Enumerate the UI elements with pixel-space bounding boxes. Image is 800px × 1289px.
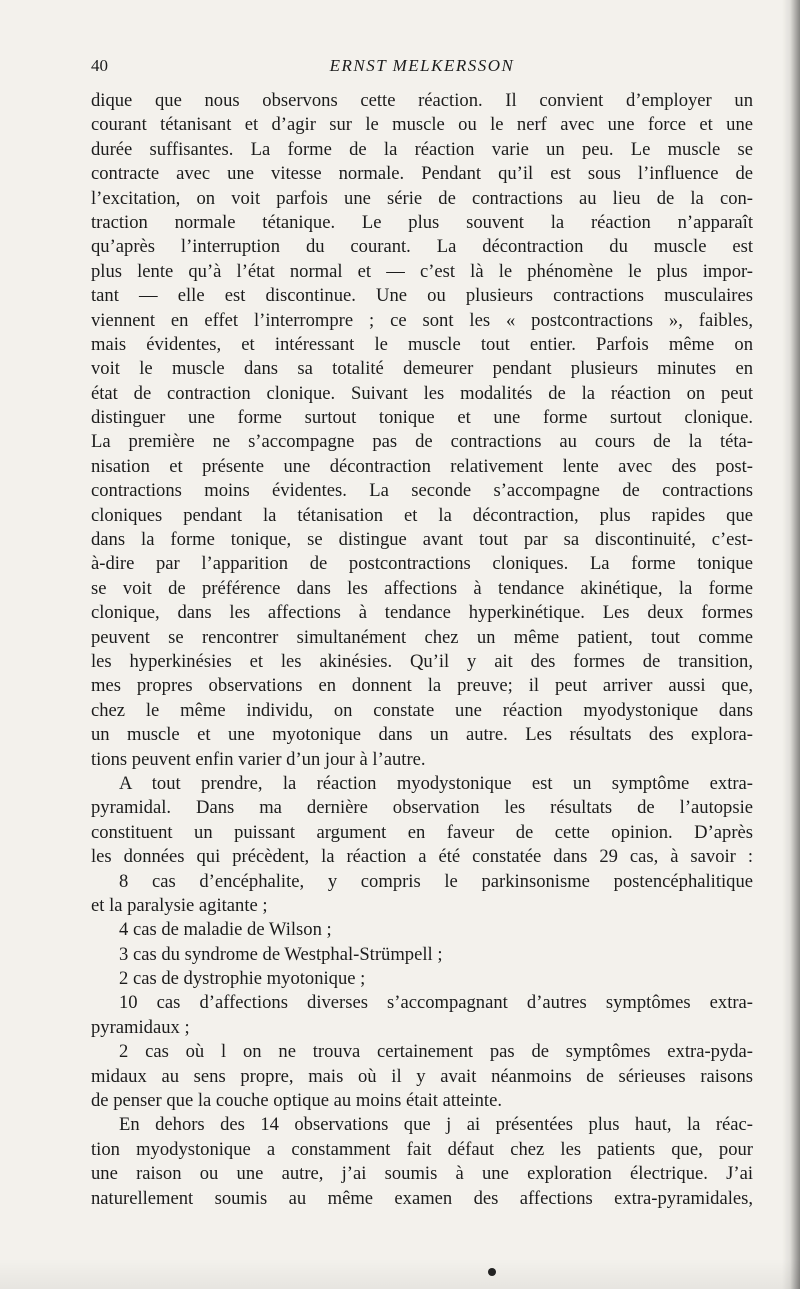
- text-line: 8 cas d’encéphalite, y compris le parkinsonisme postencéphalitique: [119, 870, 753, 892]
- text-line: tions peuvent enfin varier d’un jour à l’autre.: [91, 748, 426, 770]
- text-line: voit le muscle dans sa totalité demeurer pendant plusieurs minutes en: [91, 358, 753, 380]
- text-line: se voit de préférence dans les affections à tendance akinétique, la forme: [91, 577, 753, 599]
- text-line: pyramidaux ;: [91, 1016, 190, 1038]
- page-bottom-shade: [0, 1259, 800, 1289]
- page-edge-shadow: [782, 0, 800, 1289]
- text-line: La première ne s’accompagne pas de contractions au cours de la téta-: [91, 431, 753, 453]
- text-line: nisation et présente une décontraction relativement lente avec des post-: [91, 455, 753, 477]
- list-item: [91, 991, 753, 1040]
- text-line: mes propres observations en donnent la preuve; il peut arriver aussi que,: [91, 675, 753, 697]
- text-line: dans la forme tonique, se distingue avant tout par sa discontinuité, c’est-: [91, 529, 753, 551]
- running-head: ERNST MELKERSSON: [329, 56, 515, 75]
- text-line: un muscle et une myotonique dans un autre. Les résultats des explora-: [91, 724, 753, 746]
- text-line: 4 cas de maladie de Wilson ;: [119, 919, 332, 941]
- text-line: contractions moins évidentes. La seconde s’accompagne de contractions: [91, 480, 753, 502]
- text-line: contracte avec une vitesse normale. Pendant qu’il est sous l’influence de: [91, 163, 753, 185]
- text-line: traction normale tétanique. Le plus souvent la réaction n’apparaît: [91, 211, 753, 233]
- text-line: qu’après l’interruption du courant. La décontraction du muscle est: [91, 236, 753, 258]
- text-line: En dehors des 14 observations que j ai présentées plus haut, la réac-: [119, 1114, 753, 1136]
- list-item: [91, 967, 753, 991]
- list-item: [91, 870, 753, 919]
- text-line: distinguer une forme surtout tonique et une forme surtout clonique.: [91, 407, 753, 429]
- text-line: les hyperkinésies et les akinésies. Qu’il y ait des formes de transition,: [91, 650, 753, 672]
- paragraph: [91, 772, 753, 870]
- text-line: courant tétanisant et d’agir sur le muscle ou le nerf avec une force et une: [91, 114, 753, 136]
- text-line: A tout prendre, la réaction myodystonique est un symptôme extra-: [119, 772, 753, 794]
- text-line: mais évidentes, et intéressant le muscle tout entier. Parfois même on: [91, 333, 753, 355]
- text-line: de penser que la couche optique au moins était atteinte.: [91, 1090, 502, 1112]
- paragraph: [91, 89, 753, 772]
- ink-dot: [488, 1268, 496, 1276]
- list-item: [91, 1040, 753, 1113]
- list-item: [91, 943, 753, 967]
- text-line: état de contraction clonique. Suivant les modalités de la réaction on peut: [91, 382, 753, 404]
- text-line: et la paralysie agitante ;: [91, 894, 268, 916]
- text-line: 3 cas du syndrome de Westphal-Strümpell ;: [119, 943, 443, 965]
- text-line: clonique, dans les affections à tendance hyperkinétique. Les deux formes: [91, 602, 753, 624]
- text-line: tion myodystonique a constamment fait défaut chez les patients que, pour: [91, 1138, 753, 1160]
- page-header: [91, 56, 753, 78]
- text-line: à-dire par l’apparition de postcontractions cloniques. La forme tonique: [91, 553, 753, 575]
- text-line: dique que nous observons cette réaction. Il convient d’employer un: [91, 90, 753, 111]
- text-line: 10 cas d’affections diverses s’accompagnant d’autres symptômes extra-: [119, 992, 753, 1014]
- text-line: constituent un puissant argument en faveur de cette opinion. D’après: [91, 821, 753, 843]
- text-line: 2 cas de dystrophie myotonique ;: [119, 968, 366, 990]
- text-line: midaux au sens propre, mais où il y avait néanmoins de sérieuses raisons: [91, 1065, 753, 1087]
- text-line: une raison ou une autre, j’ai soumis à une exploration électrique. J’ai: [91, 1163, 753, 1185]
- text-line: naturellement soumis au même examen des affections extra-pyramidales,: [91, 1187, 753, 1209]
- text-line: peuvent se rencontrer simultanément chez un même patient, tout comme: [91, 626, 753, 648]
- paragraph: [91, 1113, 753, 1211]
- text-line: cloniques pendant la tétanisation et la décontraction, plus rapides que: [91, 504, 753, 526]
- text-line: les données qui précèdent, la réaction a été constatée dans 29 cas, à savoir :: [91, 846, 753, 868]
- text-line: 2 cas où l on ne trouva certainement pas de symptômes extra-pyda-: [119, 1041, 753, 1063]
- text-line: chez le même individu, on constate une réaction myodystonique dans: [91, 699, 753, 721]
- text-line: tant — elle est discontinue. Une ou plusieurs contractions musculaires: [91, 285, 753, 307]
- text-line: l’excitation, on voit parfois une série de contractions au lieu de la con-: [91, 187, 753, 209]
- page-number: 40: [91, 56, 108, 75]
- text-line: plus lente qu’à l’état normal et — c’est là le phénomène le plus impor-: [91, 260, 753, 282]
- text-line: pyramidal. Dans ma dernière observation les résultats de l’autopsie: [91, 797, 753, 819]
- body-text: [91, 89, 753, 1211]
- text-line: viennent en effet l’interrompre ; ce sont les « postcontractions », faibles,: [91, 309, 753, 331]
- text-line: durée suffisantes. La forme de la réaction varie un peu. Le muscle se: [91, 138, 753, 160]
- list-item: [91, 918, 753, 942]
